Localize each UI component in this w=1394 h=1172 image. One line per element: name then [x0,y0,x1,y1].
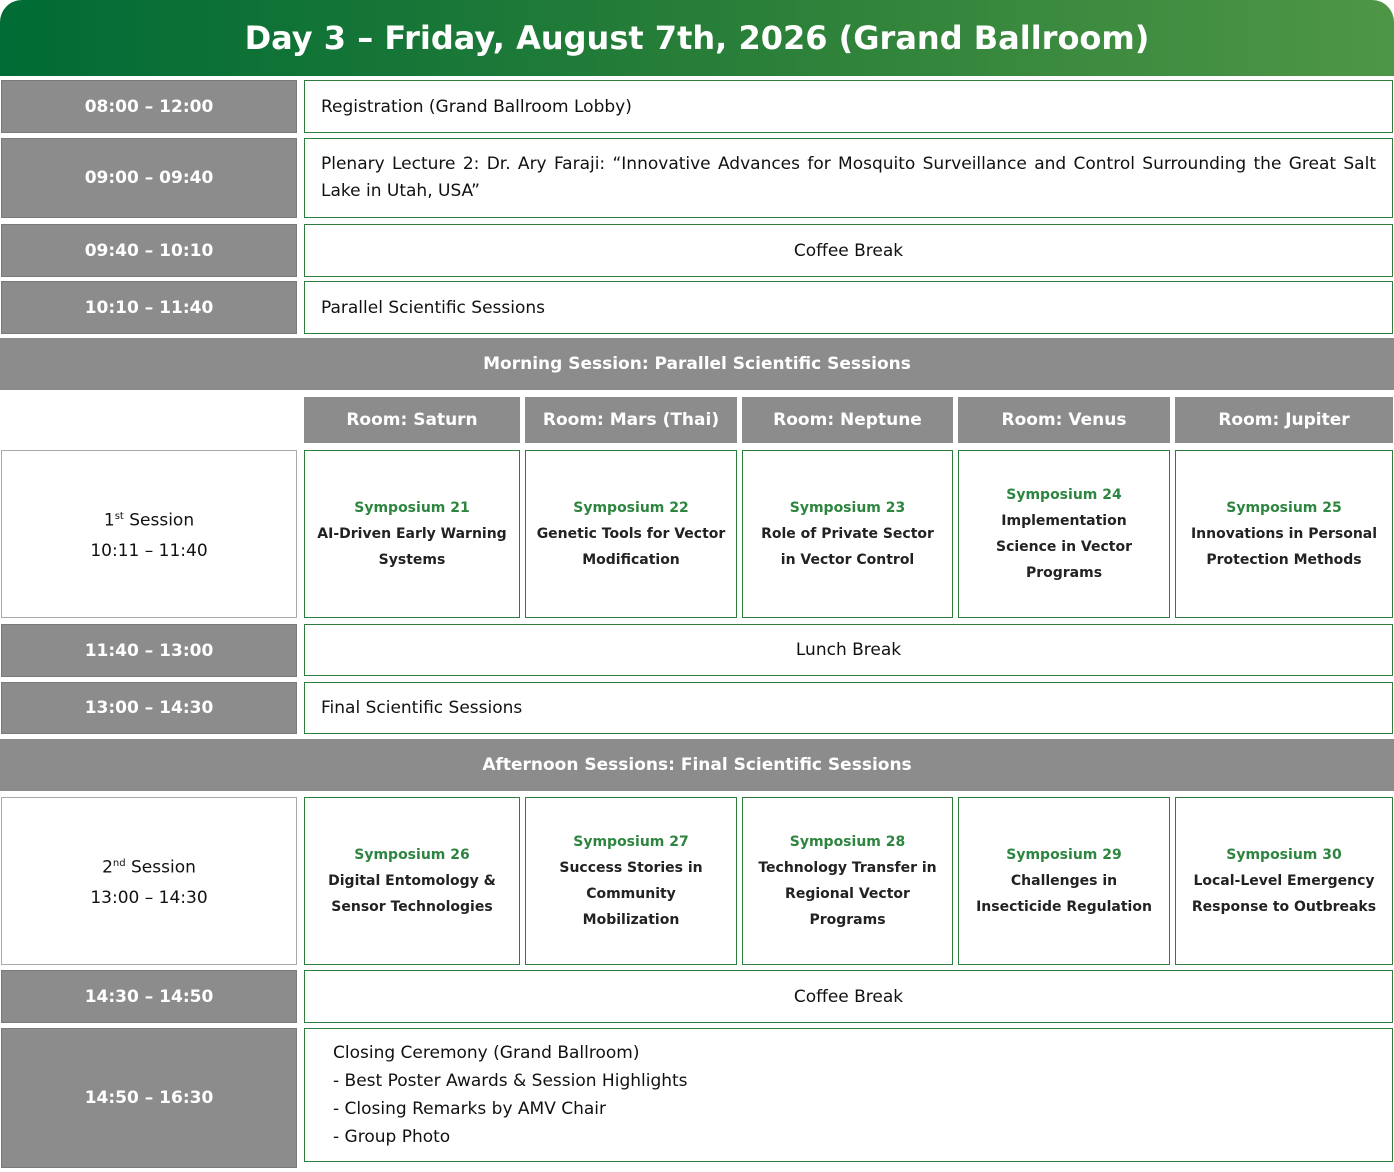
symposium-card [525,797,737,965]
coffee-break-cell-2: Coffee Break [304,970,1393,1023]
symposium-title: Implementation Science in Vector Programs [995,513,1133,581]
session-ordinal: st [114,511,124,523]
symposium-id: Symposium 30 [1226,847,1342,863]
closing-ceremony-cell [304,1028,1393,1162]
room-header-mars: Room: Mars (Thai) [525,397,737,443]
time-coffee-break-1: 09:40 – 10:10 [1,224,297,277]
symposium-title: Role of Private Sector in Vector Control [761,526,934,568]
session-2-label [1,797,297,965]
symposium-id: Symposium 24 [1006,487,1122,503]
symposium-title: Challenges in Insecticide Regulation [976,873,1152,915]
plenary-cell: Plenary Lecture 2: Dr. Ary Faraji: “Innovative Advances for Mosquito Surveillance and Control Surrounding the Great Salt Lake in Utah, USA” [304,138,1393,218]
closing-line: - Best Poster Awards & Session Highlights [333,1071,688,1091]
symposium-title: Technology Transfer in Regional Vector Programs [758,860,937,928]
symposium-card [304,797,520,965]
lunch-break-cell: Lunch Break [304,624,1393,676]
session-time: 10:11 – 11:40 [90,540,208,561]
symposium-id: Symposium 22 [573,500,689,516]
symposium-id: Symposium 28 [789,834,906,850]
room-header-saturn: Room: Saturn [304,397,520,443]
closing-line: - Closing Remarks by AMV Chair [333,1099,607,1119]
morning-session-band: Morning Session: Parallel Scientific Sessions [0,338,1394,390]
symposium-title: Local-Level Emergency Response to Outbreaks [1191,873,1377,915]
symposium-card [304,450,520,618]
symposium-id: Symposium 21 [354,500,470,516]
symposium-card [958,450,1170,618]
symposium-id: Symposium 29 [1006,847,1122,863]
room-header-venus: Room: Venus [958,397,1170,443]
parallel-sessions-cell: Parallel Scientific Sessions [304,281,1393,334]
symposium-title: Genetic Tools for Vector Modification [536,526,726,568]
symposium-id: Symposium 23 [789,500,906,516]
room-header-neptune: Room: Neptune [742,397,953,443]
session-number: 2 [102,857,113,878]
time-final-sessions: 13:00 – 14:30 [1,682,297,734]
closing-line: Closing Ceremony (Grand Ballroom) [333,1043,640,1063]
time-parallel-sessions: 10:10 – 11:40 [1,281,297,334]
registration-cell: Registration (Grand Ballroom Lobby) [304,80,1393,133]
final-sessions-cell: Final Scientific Sessions [304,682,1393,734]
room-header-jupiter: Room: Jupiter [1175,397,1393,443]
symposium-title: AI-Driven Early Warning Systems [317,526,507,568]
session-time: 13:00 – 14:30 [90,887,208,908]
symposium-title: Success Stories in Community Mobilization [559,860,703,928]
time-lunch: 11:40 – 13:00 [1,624,297,677]
symposium-id: Symposium 25 [1226,500,1342,516]
session-number: 1 [103,510,115,531]
time-registration: 08:00 – 12:00 [1,80,297,133]
session-word: Session [129,510,195,531]
closing-line: - Group Photo [333,1127,451,1147]
symposium-id: Symposium 27 [573,834,689,850]
time-coffee-break-2: 14:30 – 14:50 [1,970,297,1023]
symposium-card [525,450,737,618]
time-plenary: 09:00 – 09:40 [1,138,297,218]
session-ordinal: nd [112,858,126,870]
coffee-break-cell-1: Coffee Break [304,224,1393,277]
symposium-card [958,797,1170,965]
symposium-title: Digital Entomology & Sensor Technologies [328,873,496,915]
symposium-card [742,450,953,618]
page-title: Day 3 – Friday, August 7th, 2026 (Grand Ballroom) [0,0,1394,76]
symposium-card [742,797,953,965]
symposium-title: Innovations in Personal Protection Methods [1190,526,1378,568]
symposium-card [1175,797,1393,965]
session-1-label [1,450,297,618]
symposium-id: Symposium 26 [354,847,470,863]
session-word: Session [131,857,196,878]
symposium-card [1175,450,1393,618]
time-closing: 14:50 – 16:30 [1,1028,297,1168]
afternoon-session-band: Afternoon Sessions: Final Scientific Sessions [0,739,1394,791]
